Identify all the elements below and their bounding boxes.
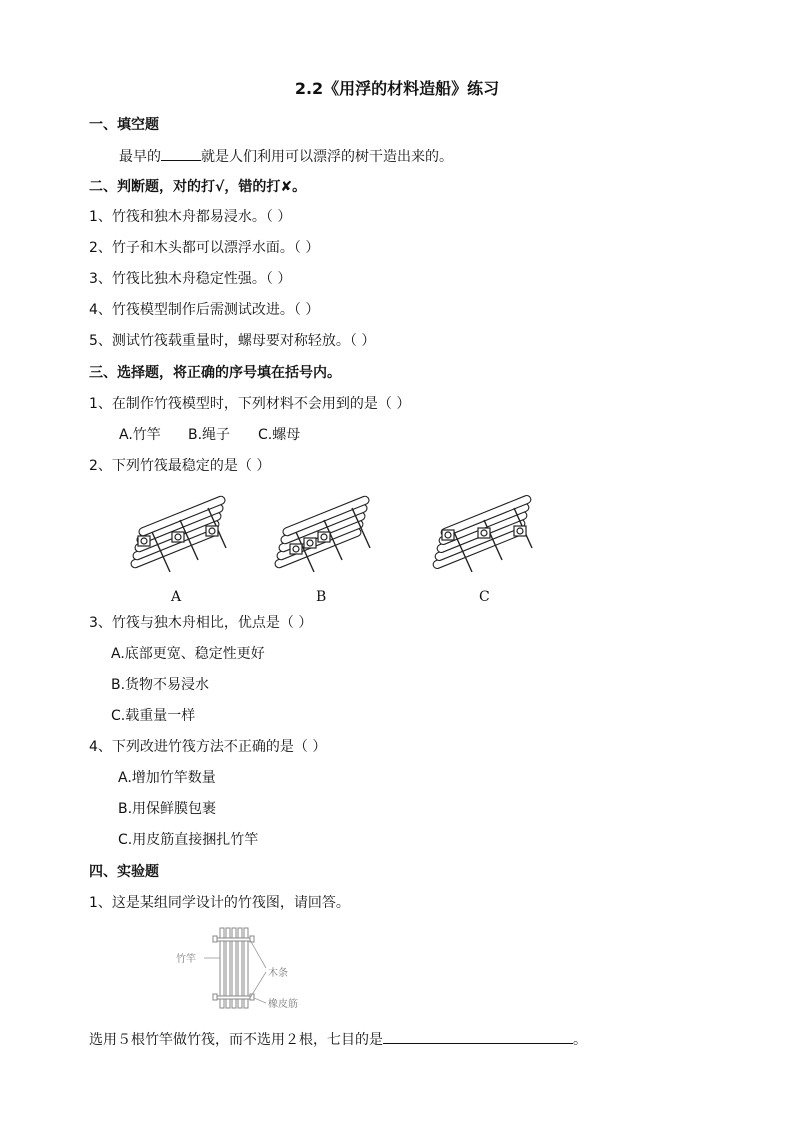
raft-c-label: C [479,589,490,605]
raft-a-label: A [171,589,182,605]
fill-text-after: 就是人们利用可以漂浮的树干造出来的。 [201,149,453,165]
section-experiment-heading: 四、实验题 [89,864,159,880]
judge-item-1: 1、竹筏和独木舟都易浸水。（ ） [89,209,292,225]
choice-q4-option-c: C.用皮筋直接捆扎竹竿 [118,832,259,848]
experiment-q1: 1、这是某组同学设计的竹筏图，请回答。 [89,895,350,911]
experiment-answer [89,1031,587,1047]
diagram-label-wood: 木条 [268,968,288,979]
choice-q4: 4、下列改进竹筏方法不正确的是（ ） [89,739,327,755]
judge-item-5: 5、测试竹筏载重量时，螺母要对称轻放。（ ） [89,333,376,349]
choice-q4-option-b: B.用保鲜膜包裹 [118,801,217,817]
section-judge-heading: 二、判断题，对的打√，错的打✘。 [89,179,307,195]
judge-item-3: 3、竹筏比独木舟稳定性强。（ ） [89,271,292,287]
section-fill-heading: 一、填空题 [89,117,159,133]
raft-a-illustration [124,492,244,582]
fill-blank[interactable] [161,148,201,161]
choice-q3-option-c: C.载重量一样 [111,708,196,724]
experiment-answer-end: 。 [573,1032,587,1048]
fill-text-before: 最早的 [119,149,161,165]
judge-item-4: 4、竹筏模型制作后需测试改进。（ ） [89,302,320,318]
diagram-label-rubber: 橡皮筋 [268,999,298,1010]
experiment-answer-blank[interactable] [383,1031,573,1044]
fill-question [119,148,453,164]
choice-q3: 3、竹筏与独木舟相比，优点是（ ） [89,615,313,631]
choice-q1-option-c: C.螺母 [258,427,301,443]
page-title: 2.2《用浮的材料造船》练习 [294,79,500,98]
choice-q3-option-b: B.货物不易浸水 [111,677,210,693]
raft-b-illustration [268,492,388,582]
choice-q1: 1、在制作竹筏模型时，下列材料不会用到的是（ ） [89,396,411,412]
choice-q4-option-a: A.增加竹竿数量 [118,770,216,786]
raft-design-diagram [170,924,300,1012]
experiment-answer-text: 选用５根竹竿做竹筏，而不选用２根，七目的是 [89,1032,383,1048]
raft-b-label: B [316,589,327,605]
section-choice-heading: 三、选择题，将正确的序号填在括号内。 [89,365,341,381]
choice-q1-option-a: A.竹竿 [119,427,161,443]
diagram-label-pole: 竹竿 [176,954,196,965]
raft-c-illustration [426,490,550,582]
choice-q1-option-b: B.绳子 [188,427,231,443]
choice-q3-option-a: A.底部更宽、稳定性更好 [111,646,265,662]
choice-q2: 2、下列竹筏最稳定的是（ ） [89,458,271,474]
judge-item-2: 2、竹子和木头都可以漂浮水面。（ ） [89,240,320,256]
